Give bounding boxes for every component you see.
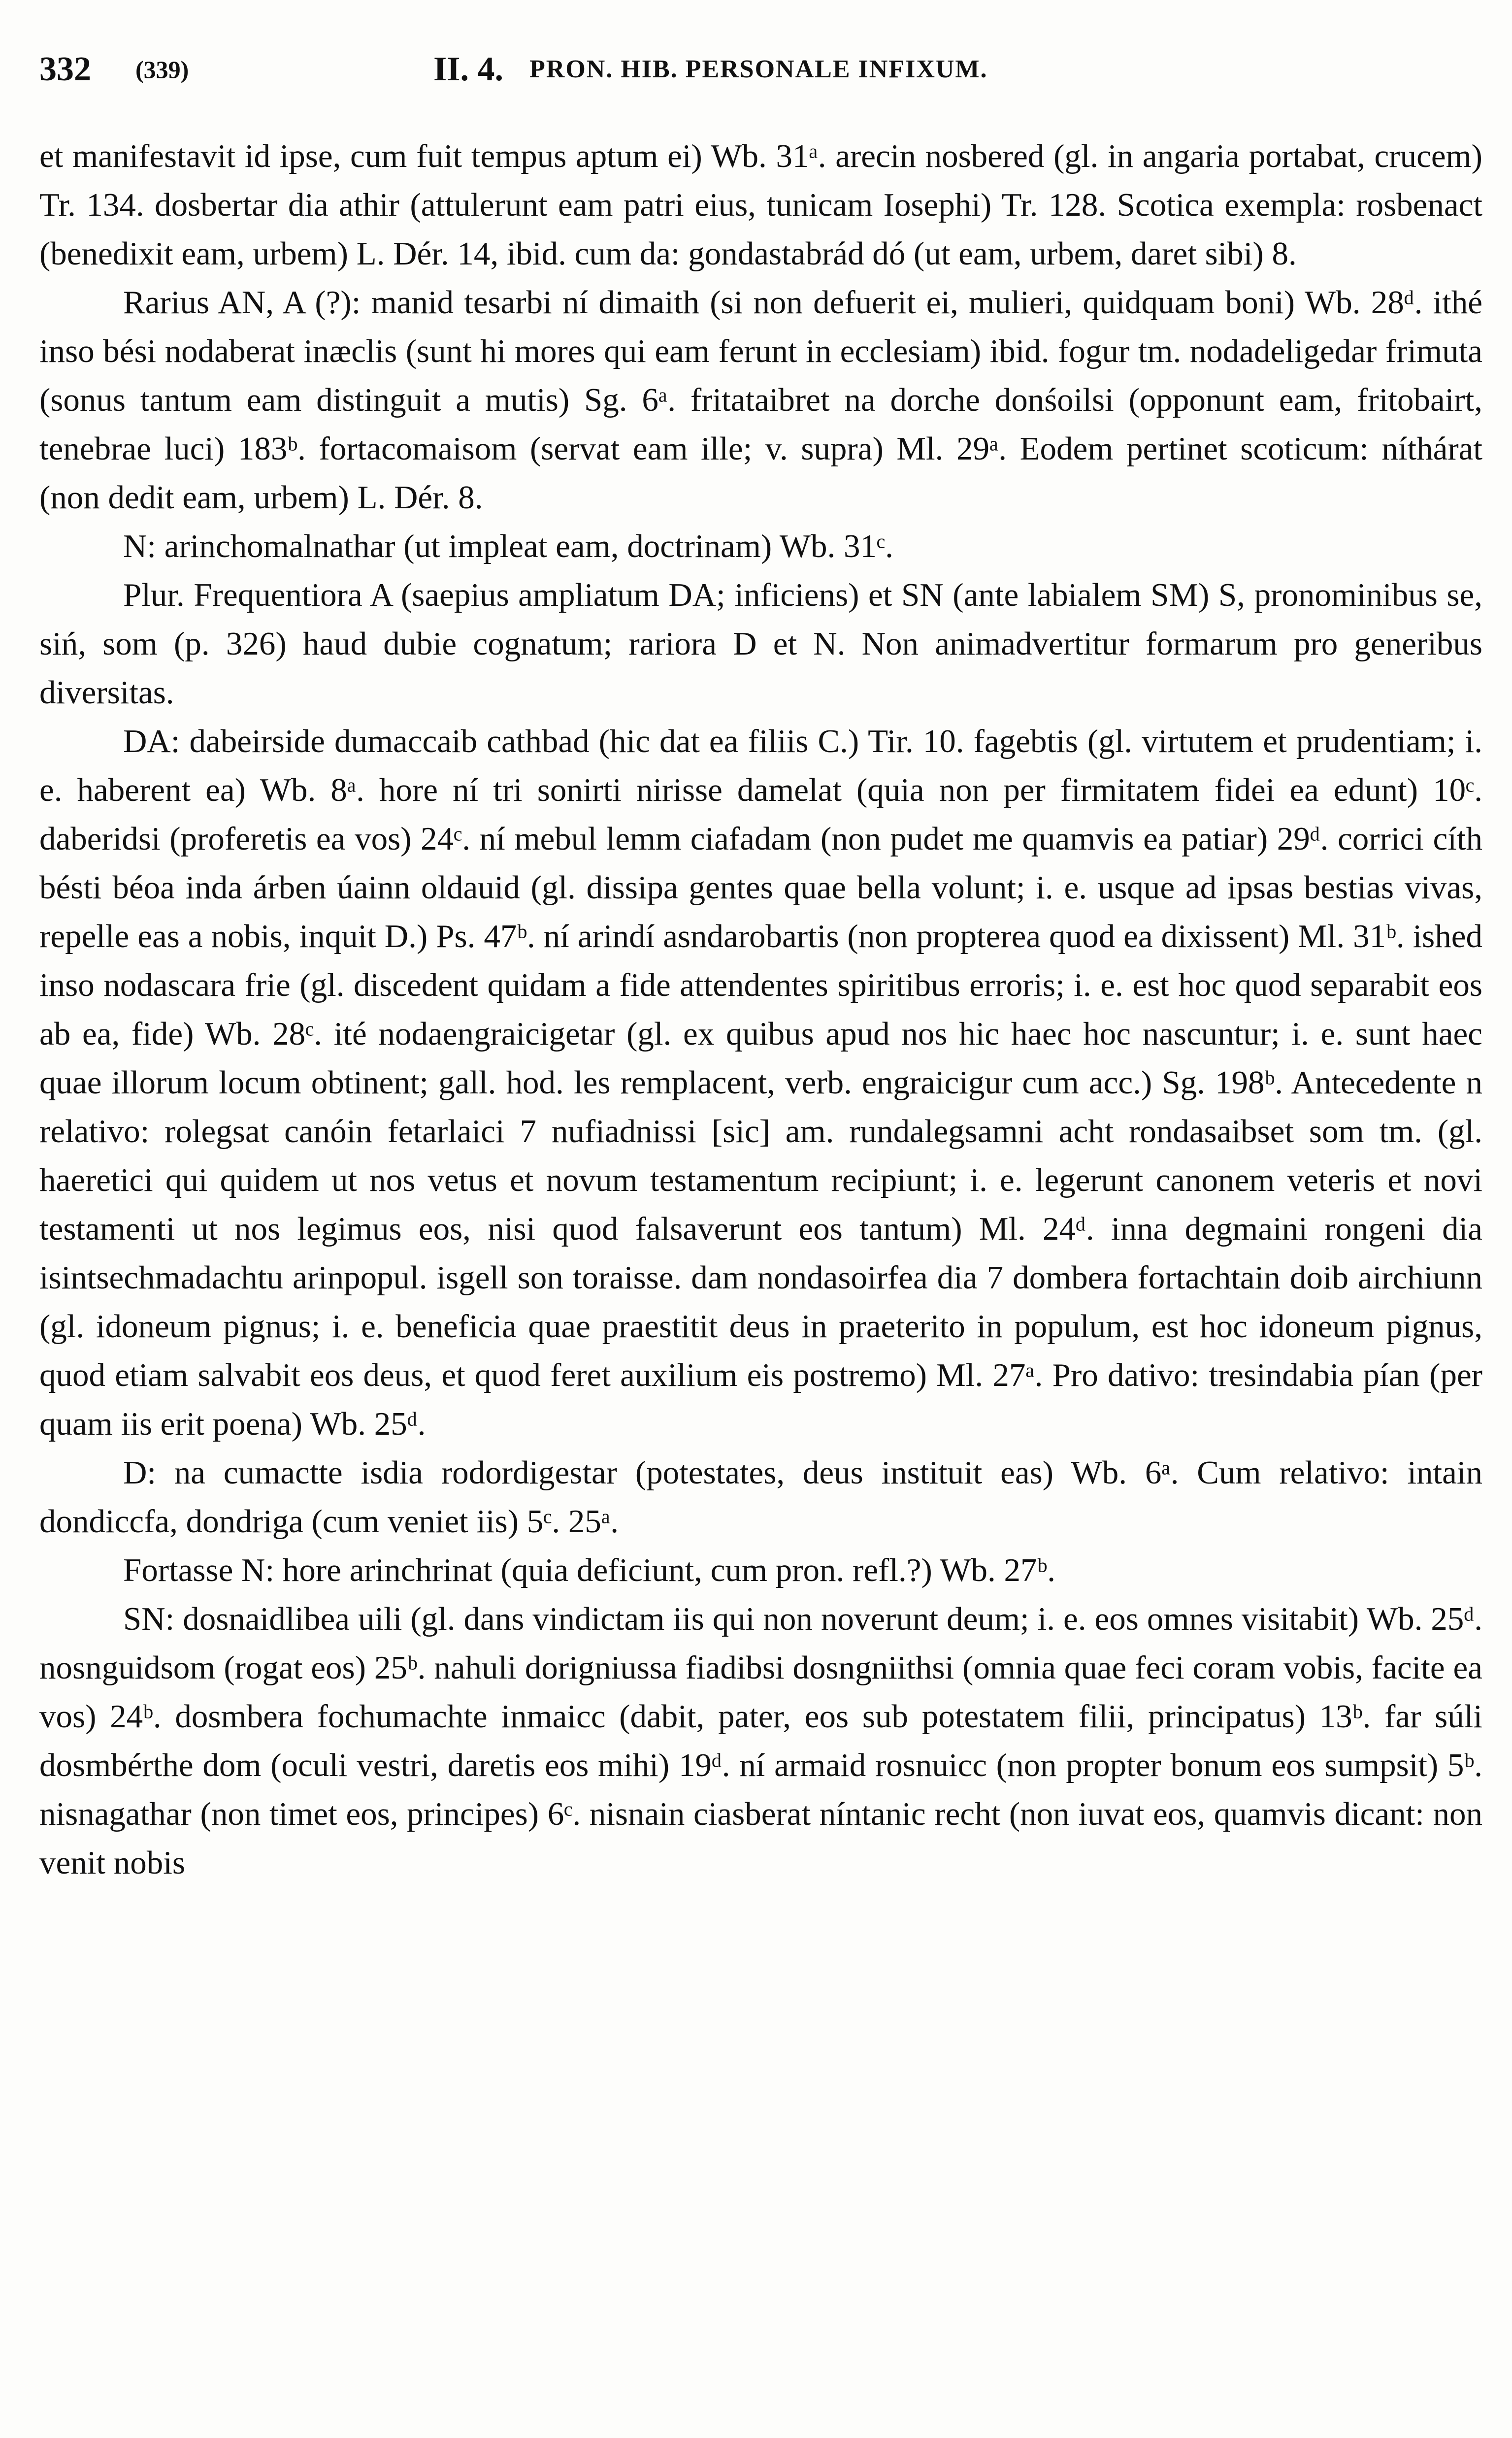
paragraph-d: D: na cumactte isdia rodordigestar (potestates, deus instituit eas) Wb. 6ᵃ. Cum relativo: intain dondiccfa, dondriga (cum veniet iis) 5ᶜ. 25ᵃ. xyxy=(39,1454,1482,1540)
paragraph-continuation: et manifestavit id ipse, cum fuit tempus aptum ei) Wb. 31ᵃ. arecin nosbered (gl. in angaria portabat, crucem) Tr. 134. dosbertar dia athir (attulerunt eam patri eius, tunicam Iosephi) Tr. 128. Scotica exempla: rosbenact (benedixit eam, urbem) L. Dér. 14, ibid. cum da: gondastabrád dó (ut eam, urbem, daret sibi) 8. xyxy=(39,138,1482,272)
paragraph-sn: SN: dosnaidlibea uili (gl. dans vindictam iis qui non noverunt deum; i. e. eos omnes visitabit) Wb. 25ᵈ. nosnguidsom (rogat eos) 25ᵇ. nahuli dorigniussa fiadibsi dosngniithsi (omnia quae feci coram vobis, facite ea vos) 24ᵇ. dosmbera fochumachte inmaicc (dabit, pater, eos sub potestatem filii, principatus) 13ᵇ. far súli dosmbérthe dom (oculi vestri, daretis eos mihi) 19ᵈ. ní armaid rosnuicc (non propter bonum eos sumpsit) 5ᵇ. nisnagathar (non timet eos, principes) 6ᶜ. nisnain ciasberat níntanic recht (non iuvat eos, quamvis dicant: non venit nobis xyxy=(39,1601,1482,1881)
paragraph-da: DA: dabeirside dumaccaib cathbad (hic dat ea filiis C.) Tir. 10. fagebtis (gl. virtutem et prudentiam; i. e. haberent ea) Wb. 8ᵃ. hore ní tri sonirti nirisse damelat (quia non per firmitatem fidei ea edunt) 10ᶜ. daberidsi (proferetis ea vos) 24ᶜ. ní mebul lemm ciafadam (non pudet me quamvis ea patiar) 29ᵈ. corrici cíth bésti béoa inda árben úainn oldauid (gl. dissipa gentes quae bella volunt; i. e. usque ad ipsas bestias vivas, repelle eas a nobis, inquit D.) Ps. 47ᵇ. ní arindí asndarobartis (non propterea quod ea dixissent) Ml. 31ᵇ. ished inso nodascara frie (gl. discedent quidam a fide attendentes spiritibus erroris; i. e. est hoc quod separabit eos ab ea, fide) Wb. 28ᶜ. ité nodaengraicigetar (gl. ex quibus apud nos hic haec hoc nascuntur; i. e. sunt haec quae illorum locum obtinent; gall. hod. les remplacent, verb. engraicigur cum acc.) Sg. 198ᵇ. Antecedente n relativo: rolegsat canóin fetarlaici 7 nufiadnissi [sic] am. rundalegsamni acht rondasaibset som tm. (gl. haeretici qui quidem ut nos vetus et novum testamentum recipiunt; i. e. legerunt canonem veteris et novi testamenti ut nos legimus eos, nisi quod falsaverunt eos tantum) Ml. 24ᵈ. inna degmaini rongeni dia isintsechmadachtu arinpopul. isgell son toraisse. dam nondasoirfea dia 7 dombera fortachtain doib airchiunn (gl. idoneum pignus; i. e. beneficia quae praestitit deus in praeterito in populum, est hoc idoneum pignus, quod etiam salvabit eos deus, et quod feret auxilium eis postremo) Ml. 27ᵃ. Pro dativo: tresindabia pían (per quam iis erit poena) Wb. 25ᵈ. xyxy=(39,723,1482,1442)
original-page-number: (339) xyxy=(135,56,189,83)
main-text xyxy=(39,132,1482,2417)
page-number: 332 xyxy=(39,50,91,88)
paragraph-n-singular: N: arinchomalnathar (ut impleat eam, doctrinam) Wb. 31ᶜ. xyxy=(123,528,893,564)
running-header xyxy=(39,47,1473,92)
part-number: II. 4. xyxy=(433,50,503,88)
paragraph-rarius-an: Rarius AN, A (?): manid tesarbi ní dimaith (si non defuerit ei, mulieri, quidquam boni) Wb. 28ᵈ. ithé inso bési nodaberat inæclis (sunt hi mores qui eam ferunt in ecclesiam) ibid. fogur tm. nodadeligedar frimuta (sonus tantum eam distinguit a mutis) Sg. 6ᵃ. fritataibret na dorche donśoilsi (opponunt eam, fritobairt, tenebrae luci) 183ᵇ. fortacomaisom (servat eam ille; v. supra) Ml. 29ᵃ. Eodem pertinet scoticum: níthárat (non dedit eam, urbem) L. Dér. 8. xyxy=(39,284,1482,516)
paragraph-fortasse-n: Fortasse N: hore arinchrinat (quia deficiunt, cum pron. refl.?) Wb. 27ᵇ. xyxy=(123,1552,1056,1588)
paragraph-plural: Plur. Frequentiora A (saepius ampliatum DA; inficiens) et SN (ante labialem SM) S, pronominibus se, siń, som (p. 326) haud dubie cognatum; rariora D et N. Non animadvertitur formarum pro generibus diversitas. xyxy=(39,577,1482,711)
running-title: PRON. HIB. PERSONALE INFIXUM. xyxy=(529,55,988,83)
